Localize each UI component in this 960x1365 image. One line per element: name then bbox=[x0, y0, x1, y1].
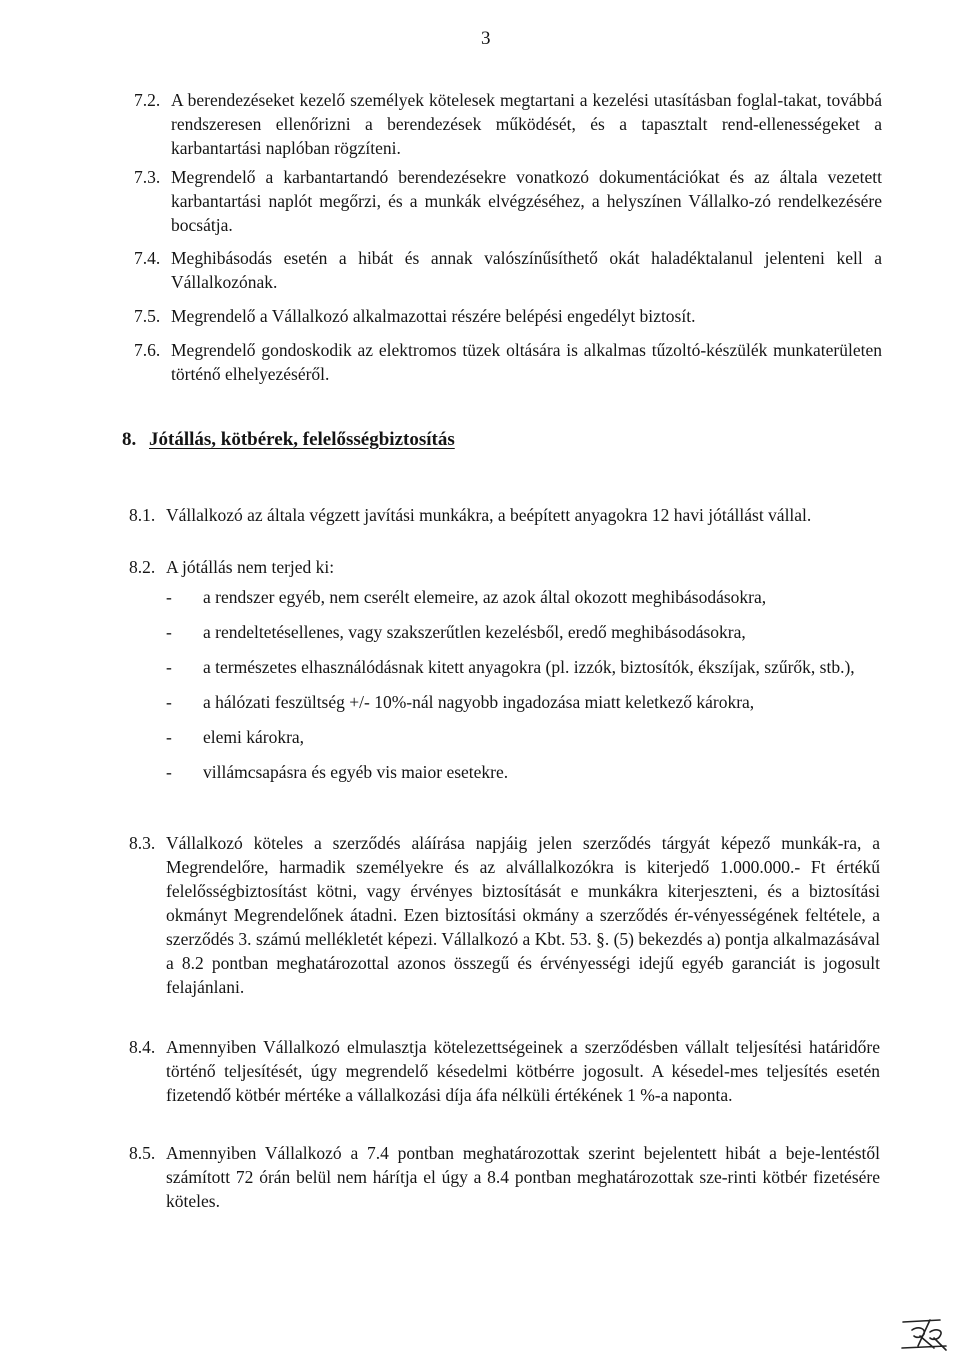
clause-number: 8.5. bbox=[129, 1143, 156, 1163]
clause-number: 7.6. bbox=[134, 340, 161, 360]
clause-8-4 bbox=[129, 1035, 880, 1107]
clause-7-2 bbox=[134, 88, 882, 160]
clause-7-6 bbox=[134, 338, 882, 386]
list-marker: - bbox=[166, 762, 172, 782]
list-item bbox=[166, 585, 880, 609]
list-item bbox=[166, 655, 880, 679]
list-marker: - bbox=[166, 622, 172, 642]
clause-8-5 bbox=[129, 1141, 880, 1213]
list-item-text: villámcsapásra és egyéb vis maior esetekre. bbox=[203, 762, 509, 782]
clause-text: Vállalkozó köteles a szerződés aláírása napjáig jelen szerződés tárgyát képező munkák-ra, a Megrendelőre, harmadik személyekre és az alvállalkozókra is kiterjedő 1.000.000.- Ft értékű felelősségbiztosítást kötni, vagy érvényes biztosítását e munkákra kiterjeszteni, és a biztosítási okmányt Megrendelőnek átadni. Ezen biztosítási okmány a szerződés ér-vényességének feltétele, a szerződés 3. számú mellékletét képezi. Vállalkozó a Kbt. 53. §. (5) bekezdés a) pontja alkalmazásával a 8.2 pontban meghatározottal azonos összegű és érvényességi idejű egyéb garanciát is jogosult felajánlani. bbox=[166, 833, 880, 997]
clause-text: Megrendelő a karbantartandó berendezésekre vonatkozó dokumentációkat és az általa vezetett karbantartási naplót megőrzi, és a munkák elvégzéséhez, a helyszínen Vállalko-zó rendelkezésére bocsátja. bbox=[171, 167, 882, 235]
page-number: 3 bbox=[481, 28, 491, 49]
initials-signature bbox=[900, 1316, 950, 1352]
clause-8-1 bbox=[129, 503, 882, 527]
section-title: Jótállás, kötbérek, felelősségbiztosítás bbox=[149, 429, 455, 450]
clause-number: 8.2. bbox=[129, 557, 156, 577]
clause-text: Megrendelő a Vállalkozó alkalmazottai részére belépési engedélyt biztosít. bbox=[171, 306, 696, 326]
list-item bbox=[166, 620, 880, 644]
clause-text: Vállalkozó az általa végzett javítási munkákra, a beépített anyagokra 12 havi jótállást vállal. bbox=[166, 505, 812, 525]
clause-7-4 bbox=[134, 246, 882, 294]
list-item-text: a rendeltetésellenes, vagy szakszerűtlen kezelésből, eredő meghibásodásokra, bbox=[203, 622, 746, 642]
clause-number: 7.3. bbox=[134, 167, 161, 187]
list-item-text: a természetes elhasználódásnak kitett anyagokra (pl. izzók, biztosítók, ékszíjak, szűrők, stb.), bbox=[203, 657, 855, 677]
list-item-text: a hálózati feszültség +/- 10%-nál nagyobb ingadozása miatt keletkező károkra, bbox=[203, 692, 755, 712]
clause-text: Megrendelő gondoskodik az elektromos tüzek oltására is alkalmas tűzoltó-készülék munkaterületen történő elhelyezéséről. bbox=[171, 340, 882, 384]
clause-text: Amennyiben Vállalkozó elmulasztja kötelezettségeinek a szerződésben vállalt teljesítési határidőre történő teljesítését, úgy megrendelő késedelmi kötbérre jogosult. A késedel-mes teljesítés esetén fizetendő kötbér mértéke a vállalkozási díja áfa nélküli értékének 1 %-a naponta. bbox=[166, 1037, 880, 1105]
list-item bbox=[166, 760, 880, 784]
clause-text: A jótállás nem terjed ki: bbox=[166, 557, 335, 577]
clause-number: 7.5. bbox=[134, 306, 161, 326]
list-item bbox=[166, 690, 880, 714]
list-marker: - bbox=[166, 692, 172, 712]
list-item bbox=[166, 725, 880, 749]
clause-number: 7.2. bbox=[134, 90, 161, 110]
clause-number: 8.1. bbox=[129, 505, 156, 525]
clause-text: A berendezéseket kezelő személyek kötelesek megtartani a kezelési utasításban foglal-takat, továbbá rendszeresen ellenőrizni a berendezések működését, és a tapasztalt rend-ellenességeket a karbantartási naplóban rögzíteni. bbox=[171, 90, 882, 158]
list-item-text: elemi károkra, bbox=[203, 727, 305, 747]
clause-text: Amennyiben Vállalkozó a 7.4 pontban meghatározottak szerint bejelentett hibát a beje-lentéstől számított 72 órán belül nem hárítja el úgy a 8.4 pontban meghatározottak sze-rinti kötbér fizetésére köteles. bbox=[166, 1143, 880, 1211]
clause-text: Meghibásodás esetén a hibát és annak valószínűsíthető okát haladéktalanul jelenteni kell a Vállalkozónak. bbox=[171, 248, 882, 292]
section-number: 8. bbox=[122, 429, 137, 450]
exclusion-list bbox=[166, 585, 880, 795]
clause-8-3 bbox=[129, 831, 880, 999]
clause-number: 8.4. bbox=[129, 1037, 156, 1057]
clause-8-2 bbox=[129, 555, 882, 579]
list-item-text: a rendszer egyéb, nem cserélt elemeire, az azok által okozott meghibásodásokra, bbox=[203, 587, 767, 607]
clause-7-3 bbox=[134, 165, 882, 237]
clause-number: 7.4. bbox=[134, 248, 161, 268]
list-marker: - bbox=[166, 587, 172, 607]
clause-number: 8.3. bbox=[129, 833, 156, 853]
clause-7-5 bbox=[134, 304, 882, 328]
list-marker: - bbox=[166, 657, 172, 677]
section-heading bbox=[122, 429, 455, 451]
list-marker: - bbox=[166, 727, 172, 747]
